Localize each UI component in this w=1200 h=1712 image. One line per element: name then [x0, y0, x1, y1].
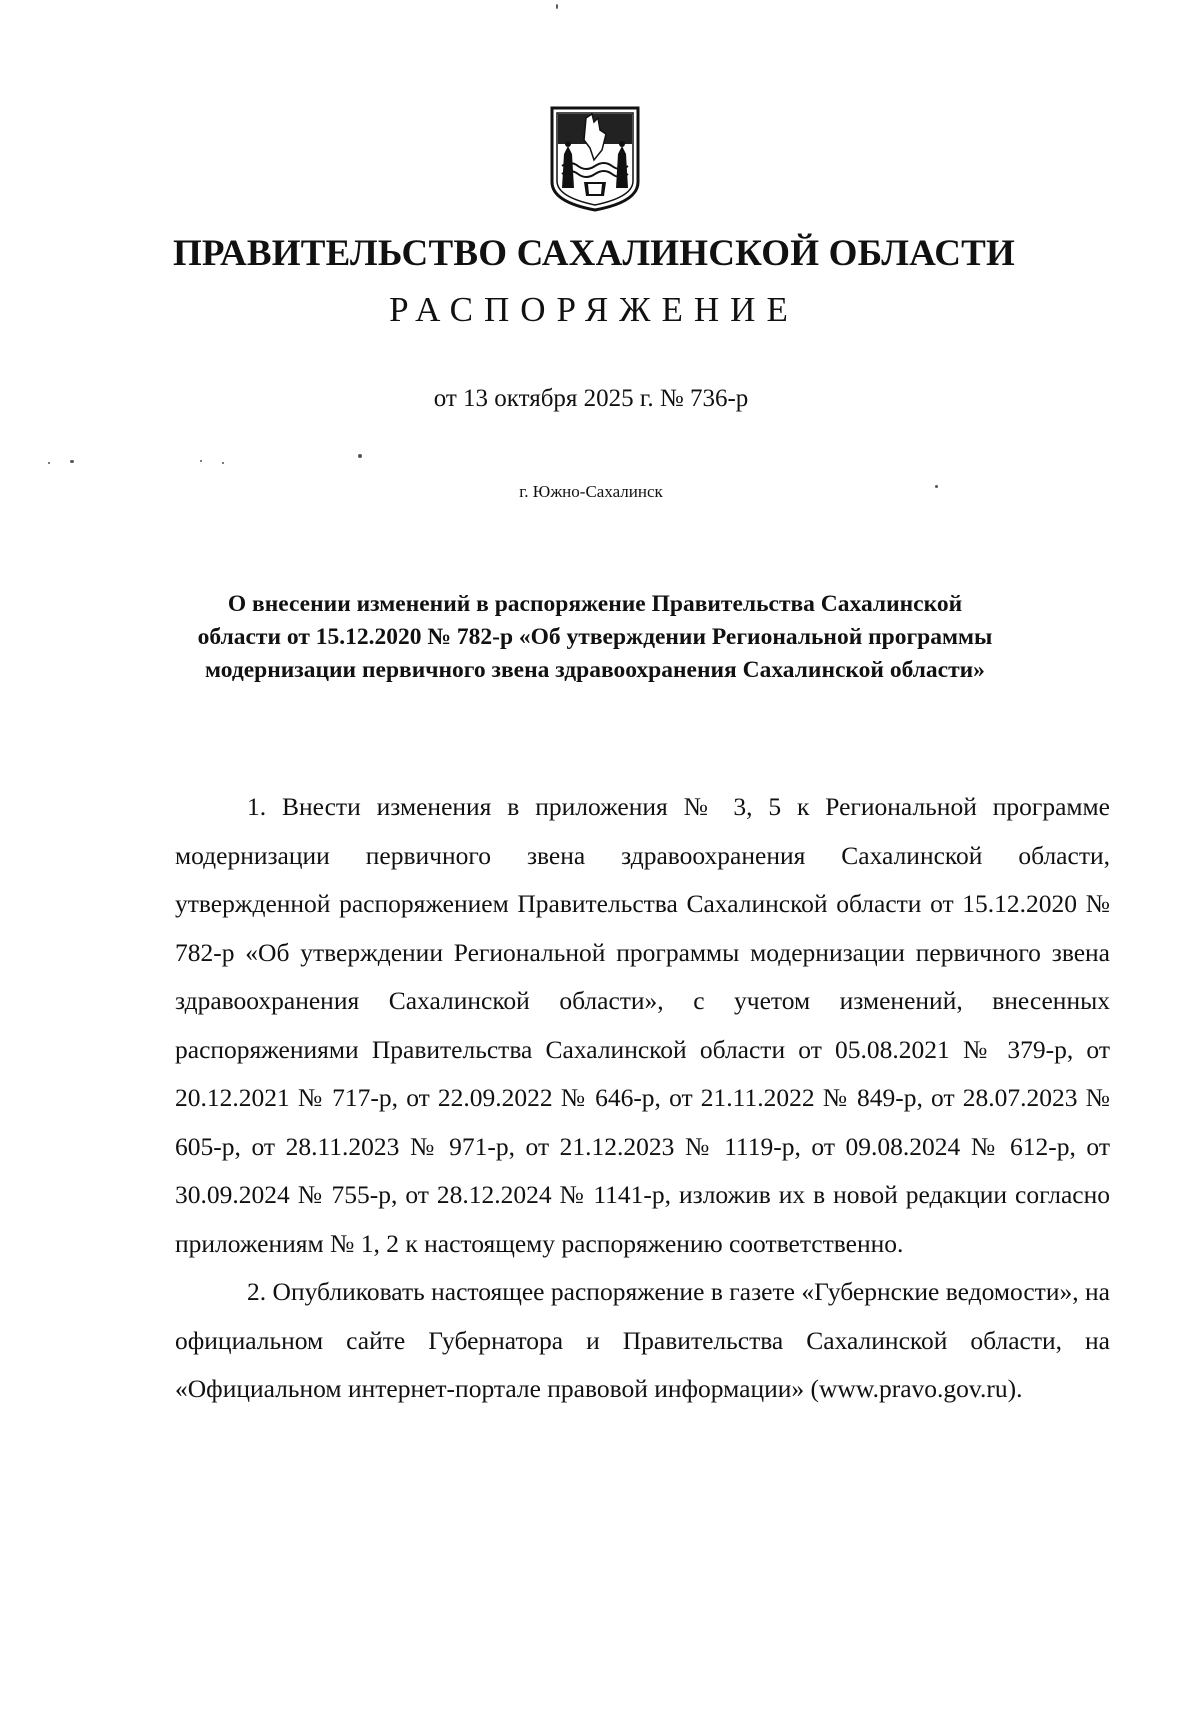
scan-speck	[935, 485, 938, 488]
document-body	[175, 783, 1110, 1414]
scan-speck	[200, 460, 202, 462]
scan-speck	[358, 454, 362, 458]
paragraph-2: 2. Опубликовать настоящее распоряжение в газете «Губернские ведомости», на официальном сайте Губернатора и Правительства Сахалинской области, на «Официальном интернет-портале правовой информации» (www.pravo.gov.ru).	[175, 1277, 1110, 1403]
scan-speck	[70, 460, 74, 463]
government-title: ПРАВИТЕЛЬСТВО САХАЛИНСКОЙ ОБЛАСТИ	[172, 233, 1016, 274]
sakhalin-coat-of-arms-icon	[548, 104, 642, 212]
document-subject: О внесении изменений в распоряжение Правительства Сахалинской области от 15.12.2020 № 782-р «Об утверждении Региональной программы модернизации первичного звена здравоохранения Сахалинской области»	[197, 591, 993, 683]
document-date-number: от 13 октября 2025 г. № 736-р	[433, 385, 749, 412]
scan-speck	[222, 462, 224, 464]
paragraph-1: 1. Внести изменения в приложения № 3, 5 к Региональной программе модернизации первичного звена здравоохранения Сахалинской области, утвержденной распоряжением Правительства Сахалинской области от 15.12.2020 № 782-р «Об утверждении Региональной программы модернизации первичного звена здравоохранения Сахалинской области», с учетом изменений, внесенных распоряжениями Правительства Сахалинской области от 05.08.2021 № 379-р, от 20.12.2021 № 717-р, от 22.09.2022 № 646-р, от 21.11.2022 № 849-р, от 28.07.2023 № 605-р, от 28.11.2023 № 971-р, от 21.12.2023 № 1119-р, от 09.08.2024 № 612-р, от 30.09.2024 № 755-р, от 28.12.2024 № 1141-р, изложив их в новой редакции согласно приложениям № 1, 2 к настоящему распоряжению соответственно.	[175, 792, 1110, 1258]
scan-speck	[48, 462, 50, 464]
document-type: РАСПОРЯЖЕНИЕ	[389, 290, 799, 329]
document-city: г. Южно-Сахалинск	[519, 482, 663, 501]
scan-speck	[556, 4, 558, 9]
